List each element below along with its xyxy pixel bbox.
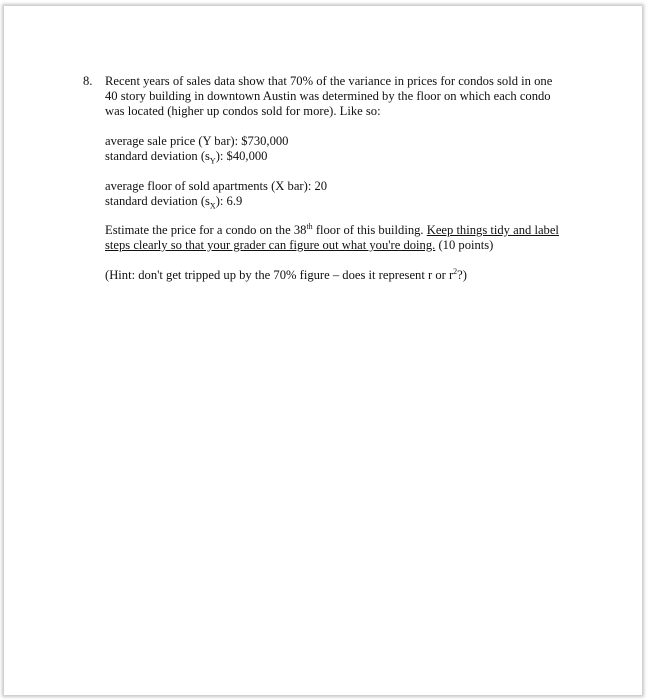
std-dev-x: standard deviation $(s_X)$: 6.9 <box>105 194 243 211</box>
hint: (Hint: don't get tripped up by the 70% figure – does it represent r or $r^2$?) <box>105 266 467 282</box>
average-sale-price: average sale price (Y bar): $730,000 <box>105 134 289 148</box>
question-number: 8. <box>83 74 93 88</box>
underlined-instruction: Keep things tidy and label steps clearly so that your grader can figure out what you're doing. <box>105 223 559 252</box>
question-8 <box>84 74 564 283</box>
document-page <box>4 6 642 695</box>
task-instruction: Estimate the price for a condo on the 38th floor of this building. Keep things tidy and label steps clearly so that your grader can figure out what you're doing. (10 points) <box>105 221 559 252</box>
question-intro: Recent years of sales data show that 70% of the variance in prices for condos sold in one 40 story building in downtown Austin was determined by the floor on which each condo was located (higher up condos sold for more). Like so: <box>105 74 553 118</box>
y-statistics <box>105 134 564 164</box>
x-statistics <box>105 179 564 209</box>
std-dev-y: standard deviation $(s_Y)$: $40,000 <box>105 149 268 166</box>
average-floor: average floor of sold apartments (X bar): 20 <box>105 179 328 193</box>
